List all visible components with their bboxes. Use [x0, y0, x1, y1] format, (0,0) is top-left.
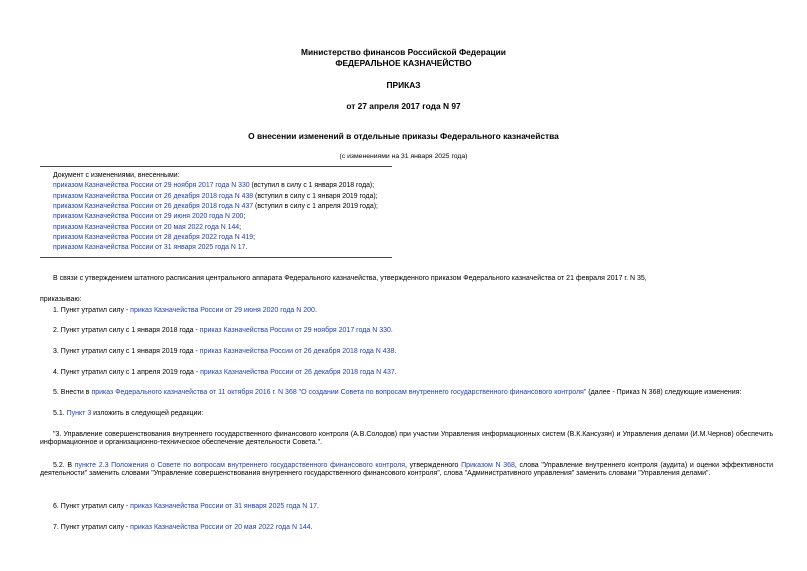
amendment-note: ;: [243, 213, 246, 220]
clause-3: [40, 348, 786, 356]
amendment-link[interactable]: приказом Казначейства России от 28 декабря 2022 года N 419: [53, 234, 254, 241]
clause-5-1-link[interactable]: Пункт 3: [66, 410, 92, 417]
clause-number: 5.1.: [53, 410, 67, 417]
clause-end: .: [317, 503, 319, 510]
changes-bottom-divider: [40, 257, 392, 258]
agency-heading: ФЕДЕРАЛЬНОЕ КАЗНАЧЕЙСТВО: [335, 58, 472, 68]
clause-text: 2. Пункт утратил силу с 1 января 2018 года -: [53, 327, 200, 334]
amendment-note: ;: [253, 234, 256, 241]
revision-note: (с изменениями на 31 января 2025 года): [339, 153, 468, 160]
changes-top-divider: [40, 166, 392, 167]
clause-end: .: [394, 348, 397, 355]
order-368-link[interactable]: Приказом N 368: [461, 462, 515, 469]
changes-list-item: [53, 182, 374, 190]
doc-title: О внесении изменений в отдельные приказы Федерального казначейства: [248, 131, 559, 141]
clause-7: [40, 524, 786, 532]
amendment-link[interactable]: приказом Казначейства России от 20 мая 2022 года N 144: [53, 224, 240, 231]
clause-5: [40, 389, 773, 397]
clause-2: [40, 327, 786, 335]
clause-end: .: [390, 327, 393, 334]
clause-5-2-link[interactable]: пункте 2.3 Положения о Совете по вопросам внутреннего государственного финансового контроля: [74, 462, 406, 469]
clause-number: 5.2. В: [53, 462, 75, 469]
clause-text: 1. Пункт утратил силу -: [53, 307, 131, 314]
changes-list-item: [53, 213, 245, 221]
amendment-link[interactable]: приказом Казначейства России от 31 января 2025 года N 17: [53, 244, 246, 251]
clause-1-link[interactable]: приказ Казначейства России от 29 июня 2020 года N 200: [130, 307, 315, 314]
amendment-note: (вступил в силу с 1 января 2018 года);: [249, 182, 375, 189]
changes-list-item: [53, 193, 378, 201]
ministry-heading: Министерство финансов Российской Федерации: [301, 47, 506, 57]
changes-list-item: [53, 203, 378, 211]
amendment-link[interactable]: приказом Казначейства России от 26 декабря 2018 года N 438: [53, 193, 254, 200]
clause-text: 3. Пункт утратил силу с 1 января 2019 года -: [53, 348, 200, 355]
clause-1: [40, 307, 786, 315]
changes-list-item: [53, 244, 247, 252]
clause-5-link[interactable]: приказ Федерального казначейства от 11 октября 2016 г. N 368 "О создании Совета по вопросам внутреннего государственного финансового контроля": [91, 389, 587, 396]
changes-list-item: [53, 224, 241, 232]
clause-end: .: [394, 369, 397, 376]
clause-end: изложить в следующей редакции:: [91, 410, 204, 417]
clause-6-link[interactable]: приказ Казначейства России от 31 января 2025 года N 17: [130, 503, 318, 510]
clause-3-link[interactable]: приказ Казначейства России от 26 декабря 2018 года N 438: [199, 348, 395, 355]
amendment-note: ;: [239, 224, 242, 231]
clause-text: 6. Пункт утратил силу -: [53, 503, 131, 510]
clause-text: 7. Пункт утратил силу -: [53, 524, 131, 531]
clause-5-2: [40, 462, 773, 479]
clause-7-link[interactable]: приказ Казначейства России от 20 мая 2022 года N 144: [130, 524, 311, 531]
changes-list-item: [53, 234, 255, 242]
order-word: приказываю:: [40, 296, 82, 303]
clause-5-1: [40, 410, 786, 418]
amendment-note: (вступил в силу с 1 апреля 2019 года);: [253, 203, 378, 210]
clause-text: 5. Внести в: [53, 389, 92, 396]
changes-intro: Документ с изменениями, внесенными:: [53, 172, 180, 179]
amendment-link[interactable]: приказом Казначейства России от 29 июня 2020 года N 200: [53, 213, 244, 220]
clause-2-link[interactable]: приказ Казначейства России от 29 ноября 2017 года N 330: [199, 327, 391, 334]
amendment-link[interactable]: приказом Казначейства России от 29 ноября 2017 года N 330: [53, 182, 250, 189]
quoted-clause: "3. Управление совершенствования внутреннего государственного финансового контроля (А.В.Солодов) при участии Управления информационных систем (В.К.Кансузян) и Управления делами (И.М.Чернов) обеспечить информационное и организационно-техническое обеспечение деятельности Совета.".: [40, 431, 773, 447]
amendment-link[interactable]: приказом Казначейства России от 26 декабря 2018 года N 437: [53, 203, 254, 210]
clause-end: , слова "Управление внутреннего контроля (аудита) и оценки эффективности деятельности" заменить словами "Управление совершенствования внутреннего государственного финансового контроля", слова "Административного управления" заменить словами "Управления делами".: [40, 462, 774, 478]
preamble-paragraph: В связи с утверждением штатного расписания центрального аппарата Федерального казначейства, утвержденного приказом Федерального казначейства от 21 февраля 2017 г. N 35,: [53, 275, 647, 282]
doc-type-heading: ПРИКАЗ: [386, 80, 421, 90]
clause-6: [40, 503, 786, 511]
clause-4: [40, 369, 786, 377]
clause-4-link[interactable]: приказ Казначейства России от 26 декабря 2018 года N 437: [200, 369, 395, 376]
doc-date-number: от 27 апреля 2017 года N 97: [346, 101, 461, 111]
amendment-note: .: [245, 244, 248, 251]
clause-end: .: [310, 524, 313, 531]
clause-text: 4. Пункт утратил силу с 1 апреля 2019 года -: [53, 369, 201, 376]
clause-text: , утвержденного: [405, 462, 462, 469]
clause-end: (далее - Приказ N 368) следующие изменения:: [586, 389, 742, 396]
clause-end: .: [314, 307, 317, 314]
amendment-note: (вступил в силу с 1 января 2019 года);: [253, 193, 378, 200]
